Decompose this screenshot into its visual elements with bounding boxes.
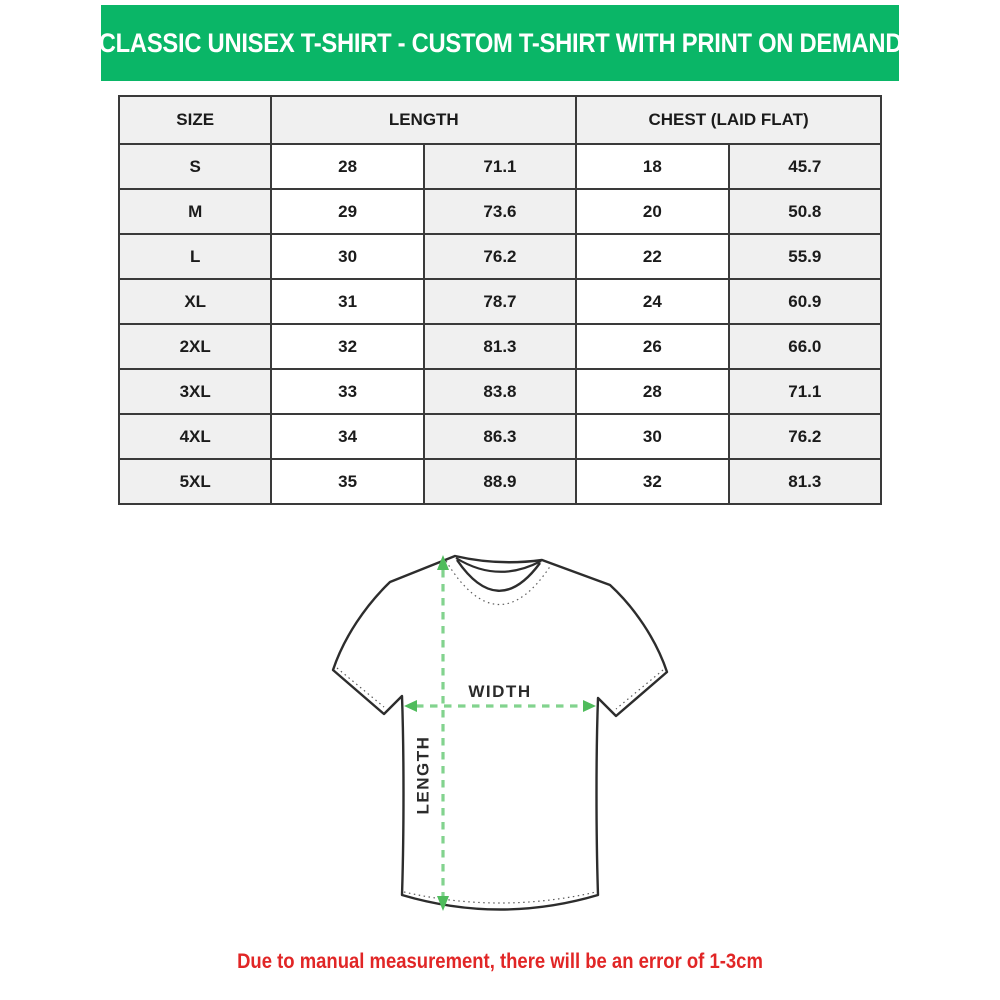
table-row xyxy=(119,324,881,369)
length-in-cell: 33 xyxy=(271,369,423,414)
size-cell: 5XL xyxy=(119,459,271,504)
table-row xyxy=(119,414,881,459)
chest-cm-cell: 50.8 xyxy=(729,189,881,234)
chest-cm-cell: 55.9 xyxy=(729,234,881,279)
length-cm-cell: 88.9 xyxy=(424,459,576,504)
width-label: WIDTH xyxy=(468,682,532,701)
size-cell: 3XL xyxy=(119,369,271,414)
length-cm-cell: 86.3 xyxy=(424,414,576,459)
length-cm-cell: 81.3 xyxy=(424,324,576,369)
size-cell: 2XL xyxy=(119,324,271,369)
length-in-cell: 29 xyxy=(271,189,423,234)
tshirt-outline xyxy=(333,556,667,910)
chest-in-cell: 20 xyxy=(576,189,728,234)
length-cm-cell: 76.2 xyxy=(424,234,576,279)
chest-cm-cell: 45.7 xyxy=(729,144,881,189)
length-in-cell: 34 xyxy=(271,414,423,459)
length-in-cell: 35 xyxy=(271,459,423,504)
length-cm-cell: 83.8 xyxy=(424,369,576,414)
table-row xyxy=(119,459,881,504)
size-table xyxy=(118,95,882,505)
chest-in-cell: 24 xyxy=(576,279,728,324)
tshirt-measurement-diagram xyxy=(320,548,680,922)
table-row xyxy=(119,234,881,279)
chest-in-cell: 18 xyxy=(576,144,728,189)
length-cm-cell: 78.7 xyxy=(424,279,576,324)
size-cell: XL xyxy=(119,279,271,324)
length-label: LENGTH xyxy=(413,735,433,815)
chest-in-cell: 22 xyxy=(576,234,728,279)
size-cell: 4XL xyxy=(119,414,271,459)
page-title: CLASSIC UNISEX T-SHIRT - CUSTOM T-SHIRT WITH PRINT ON DEMAND xyxy=(98,27,902,58)
chest-in-cell: 28 xyxy=(576,369,728,414)
col-header-length: LENGTH xyxy=(271,96,576,144)
length-in-cell: 31 xyxy=(271,279,423,324)
table-row xyxy=(119,189,881,234)
measurement-note: Due to manual measurement, there will be an error of 1-3cm xyxy=(237,950,763,973)
length-in-cell: 32 xyxy=(271,324,423,369)
title-banner xyxy=(98,5,902,81)
table-header-row xyxy=(119,96,881,144)
length-cm-cell: 73.6 xyxy=(424,189,576,234)
table-row xyxy=(119,144,881,189)
chest-cm-cell: 60.9 xyxy=(729,279,881,324)
chest-cm-cell: 76.2 xyxy=(729,414,881,459)
table-row xyxy=(119,369,881,414)
size-cell: M xyxy=(119,189,271,234)
chest-in-cell: 26 xyxy=(576,324,728,369)
size-cell: S xyxy=(119,144,271,189)
chest-cm-cell: 71.1 xyxy=(729,369,881,414)
chest-in-cell: 32 xyxy=(576,459,728,504)
chest-cm-cell: 81.3 xyxy=(729,459,881,504)
col-header-size: SIZE xyxy=(119,96,271,144)
length-cm-cell: 71.1 xyxy=(424,144,576,189)
length-in-cell: 28 xyxy=(271,144,423,189)
size-cell: L xyxy=(119,234,271,279)
chest-cm-cell: 66.0 xyxy=(729,324,881,369)
chest-in-cell: 30 xyxy=(576,414,728,459)
length-in-cell: 30 xyxy=(271,234,423,279)
table-row xyxy=(119,279,881,324)
col-header-chest: CHEST (LAID FLAT) xyxy=(576,96,881,144)
